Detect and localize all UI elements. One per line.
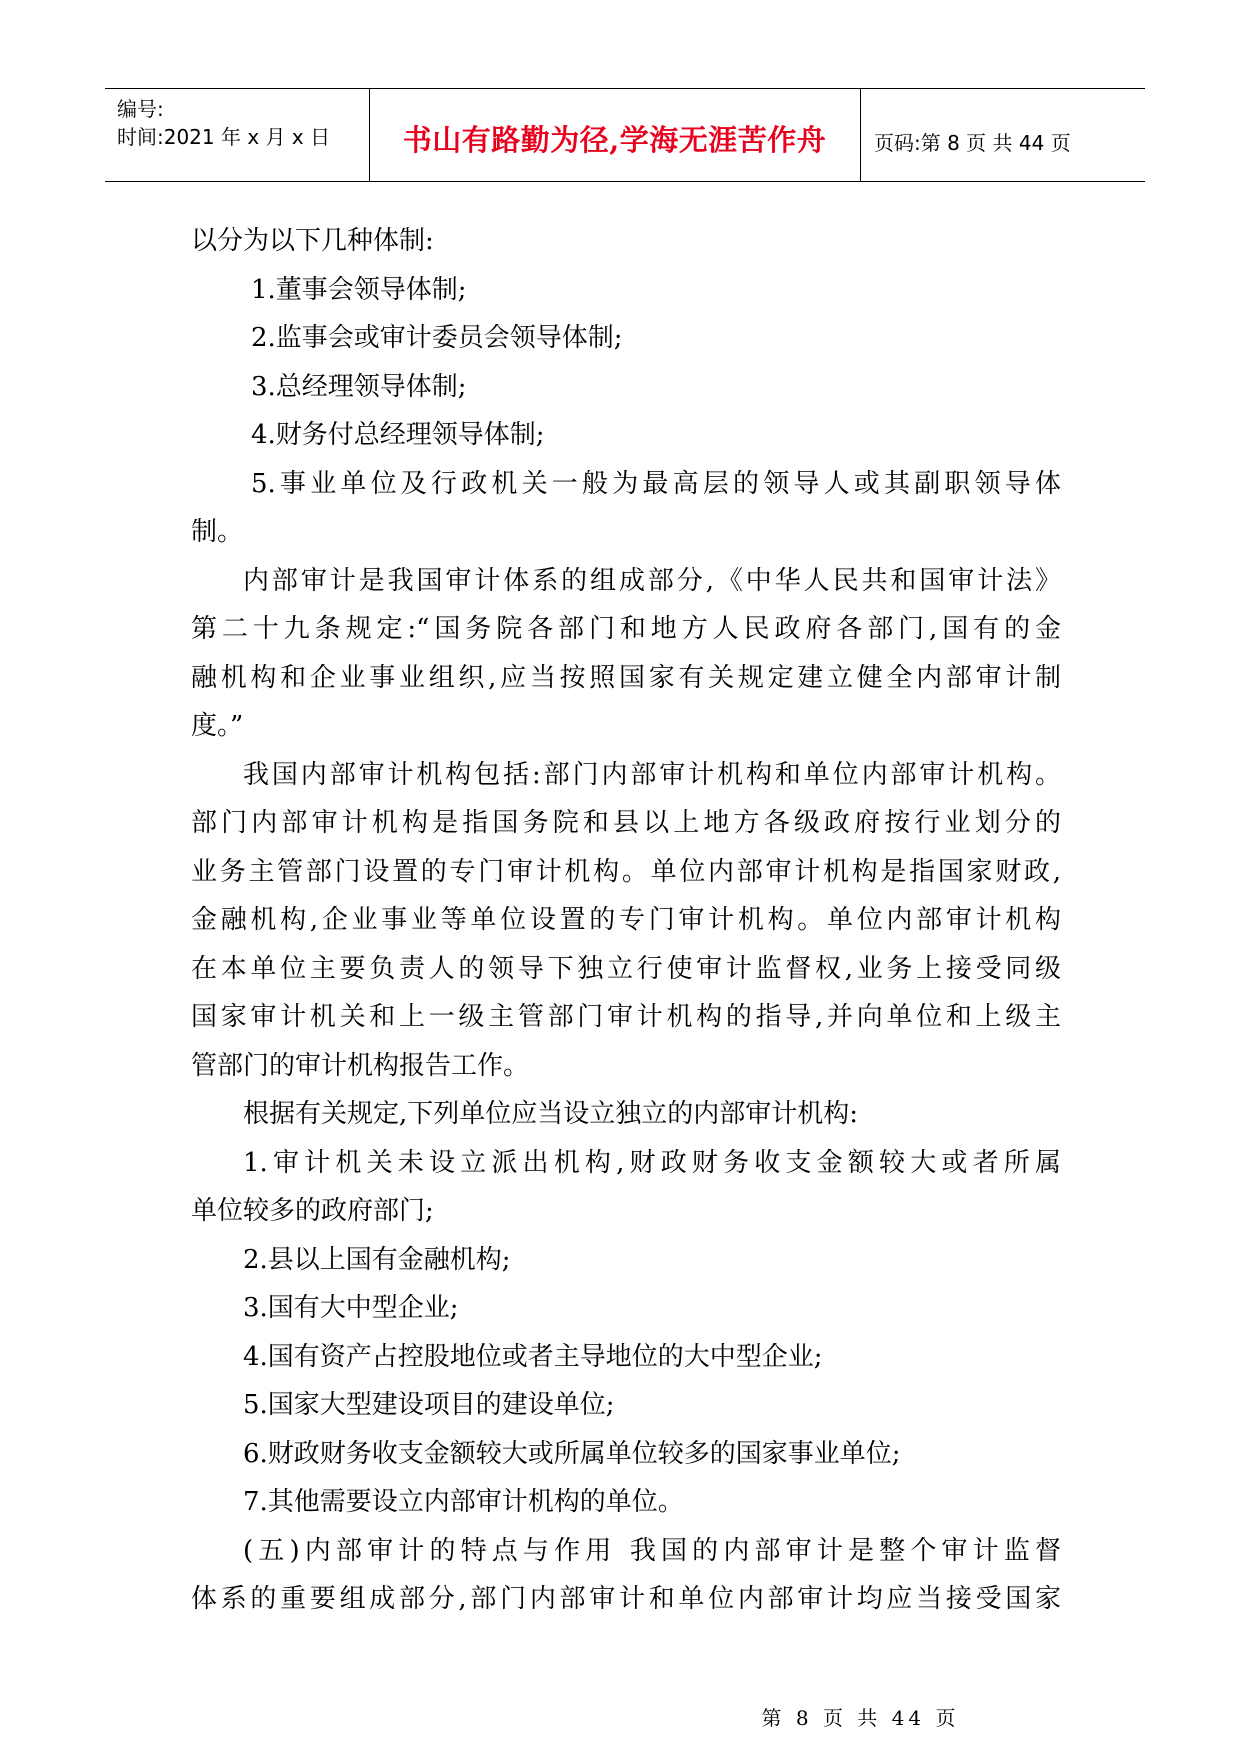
text-line: 制。 xyxy=(191,517,244,547)
paragraph-line: 融机构和企业事业组织,应当按照国家有关规定建立健全内部审计制 xyxy=(191,662,1061,693)
paragraph-line: 管部门的审计机构报告工作。 xyxy=(191,1050,530,1081)
list-item: 7.其他需要设立内部审计机构的单位。 xyxy=(243,1487,684,1517)
list-item: 3.国有大中型企业; xyxy=(243,1293,459,1323)
paragraph-line: 金融机构,企业事业等单位设置的专门审计机构。单位内部审计机构 xyxy=(191,905,1061,935)
header-bottom-rule xyxy=(105,181,1145,182)
list-item: 3.总经理领导体制; xyxy=(251,371,467,402)
paragraph-line: (五)内部审计的特点与作用 我国的内部审计是整个审计监督 xyxy=(243,1535,1061,1566)
paragraph-line: 第二十九条规定:“国务院各部门和地方人民政府各部门,国有的金 xyxy=(191,614,1061,644)
header-page-label: 页码:第 8 页 共 44 页 xyxy=(874,131,1071,155)
list-item: 1.董事会领导体制; xyxy=(251,274,467,305)
list-item: 4.财务付总经理领导体制; xyxy=(251,420,545,450)
list-item: 1.审计机关未设立派出机构,财政财务收支金额较大或者所属 xyxy=(243,1147,1061,1178)
paragraph-line: 部门内部审计机构是指国务院和县以上地方各级政府按行业划分的 xyxy=(191,808,1061,838)
paragraph-line: 在本单位主要负责人的领导下独立行使审计监督权,业务上接受同级 xyxy=(191,953,1061,984)
list-item: 6.财政财务收支金额较大或所属单位较多的国家事业单位; xyxy=(243,1438,901,1469)
paragraph-line: 度。” xyxy=(191,711,244,741)
paragraph-line: 根据有关规定,下列单位应当设立独立的内部审计机构: xyxy=(243,1099,859,1129)
list-item: 2.监事会或审计委员会领导体制; xyxy=(251,323,623,353)
document-body xyxy=(191,217,1061,1624)
paragraph-line: 国家审计机关和上一级主管部门审计机构的指导,并向单位和上级主 xyxy=(191,1002,1061,1032)
header-time-label: 时间:2021 年 x 月 x 日 xyxy=(117,125,331,149)
paragraph-line: 体系的重要组成部分,部门内部审计和单位内部审计均应当接受国家 xyxy=(191,1584,1061,1614)
text-line: 以分为以下几种体制: xyxy=(191,226,434,256)
list-item: 5.国家大型建设项目的建设单位; xyxy=(243,1390,615,1420)
header-divider-right xyxy=(860,88,861,181)
header-motto: 书山有路勤为径,学海无涯苦作舟 xyxy=(402,123,827,157)
header-number-label: 编号: xyxy=(117,97,164,121)
footer-page-number: 第 8 页 共 44 页 xyxy=(761,1706,960,1730)
list-item: 2.县以上国有金融机构; xyxy=(243,1244,511,1275)
paragraph-line: 我国内部审计机构包括:部门内部审计机构和单位内部审计机构。 xyxy=(243,759,1061,790)
list-item: 单位较多的政府部门; xyxy=(191,1196,434,1226)
header-top-rule xyxy=(105,88,1145,89)
paragraph-line: 业务主管部门设置的专门审计机构。单位内部审计机构是指国家财政, xyxy=(191,856,1061,887)
list-item: 4.国有资产占控股地位或者主导地位的大中型企业; xyxy=(243,1341,823,1372)
paragraph-line: 内部审计是我国审计体系的组成部分,《中华人民共和国审计法》 xyxy=(243,565,1061,596)
list-item: 5.事业单位及行政机关一般为最高层的领导人或其副职领导体 xyxy=(251,468,1061,499)
